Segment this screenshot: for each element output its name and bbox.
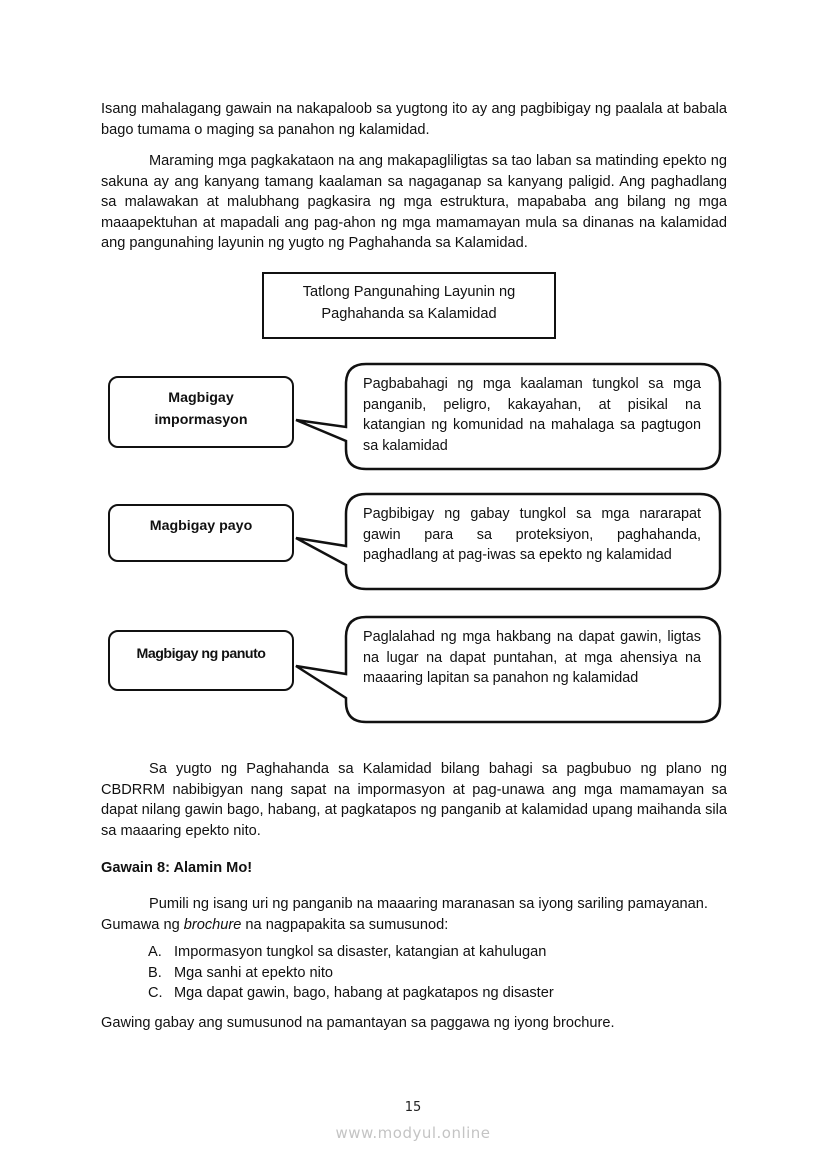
goal-label-line2: impormasyon bbox=[154, 412, 248, 428]
page-number: 15 bbox=[404, 1100, 422, 1115]
list-item bbox=[148, 942, 554, 963]
list-marker: A. bbox=[148, 944, 162, 960]
intro-paragraph: Isang mahalagang gawain na nakapaloob sa yugtong ito ay ang pagbibigay ng paalala at babala bago tumama o maging sa panahon ng kalamidad. bbox=[101, 101, 727, 138]
watermark: www.modyul.online bbox=[335, 1124, 491, 1142]
list-text: Mga dapat gawin, bago, habang at pagkatapos ng disaster bbox=[174, 985, 554, 1001]
goal-box-impormasyon bbox=[108, 376, 294, 448]
goal-box-panuto bbox=[108, 630, 294, 691]
goal-description-1: Pagbabahagi ng mga kaalaman tungkol sa mga panganib, peligro, kakayahan, at pisikal na katangian ng komunidad na mahalaga sa pagtugon sa kalamidad bbox=[363, 376, 701, 454]
goal-label: Magbigay ng panuto bbox=[136, 646, 266, 662]
goal-description-3: Paglalahad ng mga hakbang na dapat gawin, ligtas na lugar na dapat puntahan, at mga ahensiya na maaaring lapitan sa panahon ng kalamidad bbox=[363, 629, 701, 686]
activity-instruction-post: na nagpapakita sa sumusunod: bbox=[241, 916, 449, 933]
list-marker: B. bbox=[148, 964, 162, 981]
diagram-title-line2: Paghahanda sa Kalamidad bbox=[321, 306, 497, 322]
activity-heading: Gawain 8: Alamin Mo! bbox=[101, 860, 253, 876]
goal-box-payo bbox=[108, 504, 294, 562]
diagram-title-line1: Tatlong Pangunahing Layunin ng bbox=[302, 284, 516, 300]
paragraph-cbdrrm: Sa yugto ng Paghahanda sa Kalamidad bilang bahagi sa pagbubuo ng plano ng CBDRRM nabibigyan nang sapat na impormasyon at pag-unawa ang mga mamamayan sa dapat nilang gawin bago, habang, at pagkatapos ng panganib at kalamidad upang maihanda sila sa maaaring epekto nito. bbox=[101, 761, 727, 839]
list-item bbox=[148, 983, 554, 1004]
goal-label-line1: Magbigay bbox=[168, 390, 234, 406]
brochure-content-list bbox=[148, 942, 554, 1004]
brochure-term: brochure bbox=[183, 916, 242, 933]
list-text: Mga sanhi at epekto nito bbox=[174, 964, 334, 981]
list-marker: C. bbox=[148, 985, 163, 1001]
goal-description-2: Pagbibigay ng gabay tungkol sa mga nararapat gawin para sa proteksiyon, paghahanda, paghadlang at pag-iwas sa epekto ng kalamidad bbox=[363, 506, 701, 563]
list-item bbox=[148, 963, 554, 984]
goal-label: Magbigay payo bbox=[149, 518, 253, 534]
activity-instructions bbox=[101, 894, 727, 935]
closing-paragraph: Gawing gabay ang sumusunod na pamantayan sa paggawa ng iyong brochure. bbox=[101, 1015, 615, 1031]
paragraph-importance: Maraming mga pagkakataon na ang makapagliligtas sa tao laban sa matinding epekto ng sakuna ay ang kanyang tamang kaalaman sa nagaganap sa kanyang paligid. Ang paghadlang sa malawakan at malubhang pagkasira ng mga estruktura, mapababa ang bilang ng mga maaapektuhan at mapadali ang pag-ahon ng mga mamamayan mula sa dinanas na kalamidad ang pangunahing layunin ng yugto ng Paghahanda sa Kalamidad. bbox=[101, 153, 727, 251]
list-text: Impormasyon tungkol sa disaster, katangian at kahulugan bbox=[174, 944, 547, 960]
activity-instruction-line1: Pumili ng isang uri ng panganib na maaaring maranasan sa iyong sariling pamayanan. bbox=[149, 896, 708, 912]
activity-instruction-pre: Gumawa ng bbox=[101, 916, 184, 933]
